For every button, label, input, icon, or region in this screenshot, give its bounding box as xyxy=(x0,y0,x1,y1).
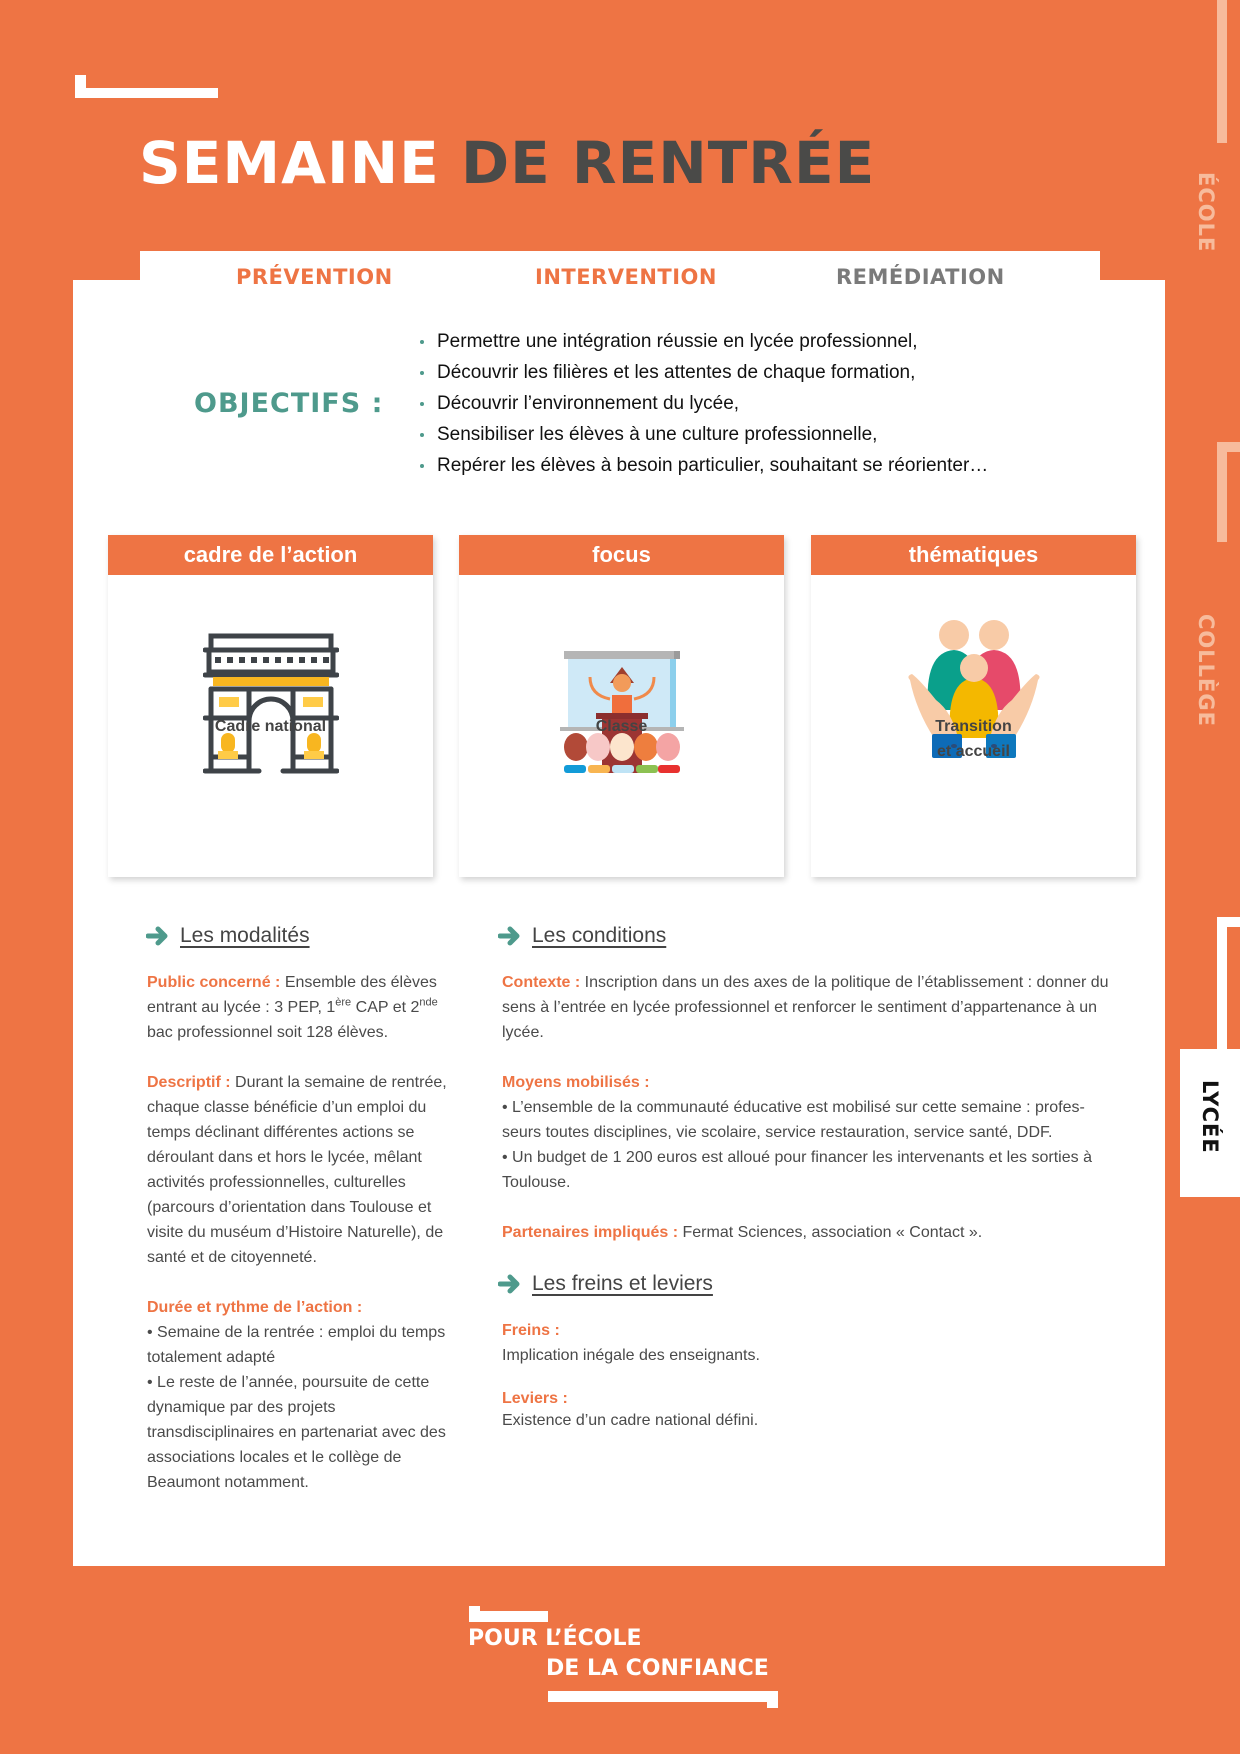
section-freins-heading xyxy=(498,1272,713,1296)
tab-remediation[interactable]: REMÉDIATION xyxy=(836,265,1005,289)
leviers-label: Leviers : xyxy=(502,1390,568,1407)
section-modalites-heading xyxy=(146,924,310,948)
logo-line-2: DE LA CONFIANCE xyxy=(546,1656,769,1681)
box-header: thématiques xyxy=(811,535,1136,575)
conditions-body xyxy=(502,970,1114,1245)
freins-label: Freins : xyxy=(502,1322,560,1339)
side-level-college[interactable]: COLLÈGE xyxy=(1194,614,1218,727)
logo-bracket xyxy=(767,1691,778,1708)
freins-body xyxy=(502,1318,1002,1432)
objective-item: Permettre une intégration réussie en lycée professionnel, xyxy=(418,326,988,357)
arrow-right-icon xyxy=(498,926,522,946)
box-caption: Classe xyxy=(595,718,648,735)
duree-item: • Semaine de la rentrée : emploi du temps totalement adapté xyxy=(147,1324,446,1366)
arrow-right-icon xyxy=(146,926,170,946)
leviers-text: Existence d’un cadre national défini. xyxy=(502,1412,759,1429)
box-caption: Cadre national xyxy=(214,718,327,735)
objective-item: Sensibiliser les élèves à une culture professionnelle, xyxy=(418,419,988,450)
modalites-body xyxy=(147,970,457,1495)
arc-de-triomphe-icon xyxy=(203,633,339,775)
partenaires: Partenaires impliqués : Fermat Sciences, association « Contact ». xyxy=(502,1224,983,1241)
duree-item: • Le reste de l’année, poursuite de cette dynamique par des projets transdisciplinaires en partenariat avec des associations locales et le collège de Beaumont notamment. xyxy=(147,1374,446,1491)
title-part-2: DE RENTRÉE xyxy=(460,129,876,197)
box-focus xyxy=(459,535,784,877)
box-cadre xyxy=(108,535,433,877)
objectives-list xyxy=(418,326,988,481)
moyens-label: Moyens mobilisés : xyxy=(502,1074,650,1091)
section-title: Les freins et leviers xyxy=(532,1272,713,1295)
section-title: Les modalités xyxy=(180,924,310,947)
page-title xyxy=(139,128,875,198)
classroom-icon xyxy=(560,651,684,773)
ecole-bracket xyxy=(1217,0,1227,143)
descriptif: Descriptif : Durant la semaine de rentrée, chaque classe bénéficie d’un emploi du temps déclinant différentes actions se déroulant dans et hors le lycée, mêlant activités professionnelles, culturelles (parcours d’orientation dans Toulouse et visite du muséum d’Histoire Naturelle), de santé et de citoyenneté. xyxy=(147,1074,447,1266)
side-level-ecole[interactable]: ÉCOLE xyxy=(1194,172,1218,253)
public-concerne: Public concerné : Ensemble des élèves entrant au lycée : 3 PEP, 1ère CAP et 2nde bac professionnel soit 128 élèves. xyxy=(147,974,438,1041)
tab-intervention[interactable]: INTERVENTION xyxy=(535,265,717,289)
logo-line-1: POUR L’ÉCOLE xyxy=(468,1626,642,1651)
objective-item: Repérer les élèves à besoin particulier, souhaitant se réorienter… xyxy=(418,450,988,481)
logo-bracket xyxy=(469,1611,548,1622)
tab-prevention[interactable]: PRÉVENTION xyxy=(236,265,393,289)
objective-item: Découvrir les filières et les attentes de chaque formation, xyxy=(418,357,988,388)
section-title: Les conditions xyxy=(532,924,667,947)
logo-bracket xyxy=(548,1691,778,1702)
title-part-1: SEMAINE xyxy=(139,129,440,197)
objective-item: Découvrir l’environnement du lycée, xyxy=(418,388,988,419)
arrow-right-icon xyxy=(498,1274,522,1294)
duree-label: Durée et rythme de l’action : xyxy=(147,1299,363,1316)
box-caption-line-1: Transition xyxy=(935,718,1012,735)
section-conditions-heading xyxy=(498,924,666,948)
box-header: focus xyxy=(459,535,784,575)
side-level-lycee[interactable]: LYCÉE xyxy=(1198,1080,1222,1154)
box-caption-line-2: et accueil xyxy=(937,743,1010,760)
contexte: Contexte : Inscription dans un des axes de la politique de l’établissement : donner du sens à l’entrée en lycée professionnel et renforcer le sentiment d’appartenance à un lycée. xyxy=(502,974,1109,1041)
moyens-item: • Un budget de 1 200 euros est alloué pour financer les intervenants et les sorties à Toulouse. xyxy=(502,1149,1092,1191)
freins-text: Implication inégale des enseignants. xyxy=(502,1347,760,1364)
college-bracket xyxy=(1217,442,1227,542)
moyens-item: • L’ensemble de la communauté éducative est mobilisé sur cette semaine : profes-seurs toutes disciplines, vie scolaire, service restauration, service santé, DDF. xyxy=(502,1099,1085,1141)
box-header: cadre de l’action xyxy=(108,535,433,575)
box-thematiques xyxy=(811,535,1136,877)
lycee-bracket xyxy=(1217,917,1227,1049)
objectives-label: OBJECTIFS : xyxy=(194,388,384,419)
corner-bracket xyxy=(75,88,218,98)
